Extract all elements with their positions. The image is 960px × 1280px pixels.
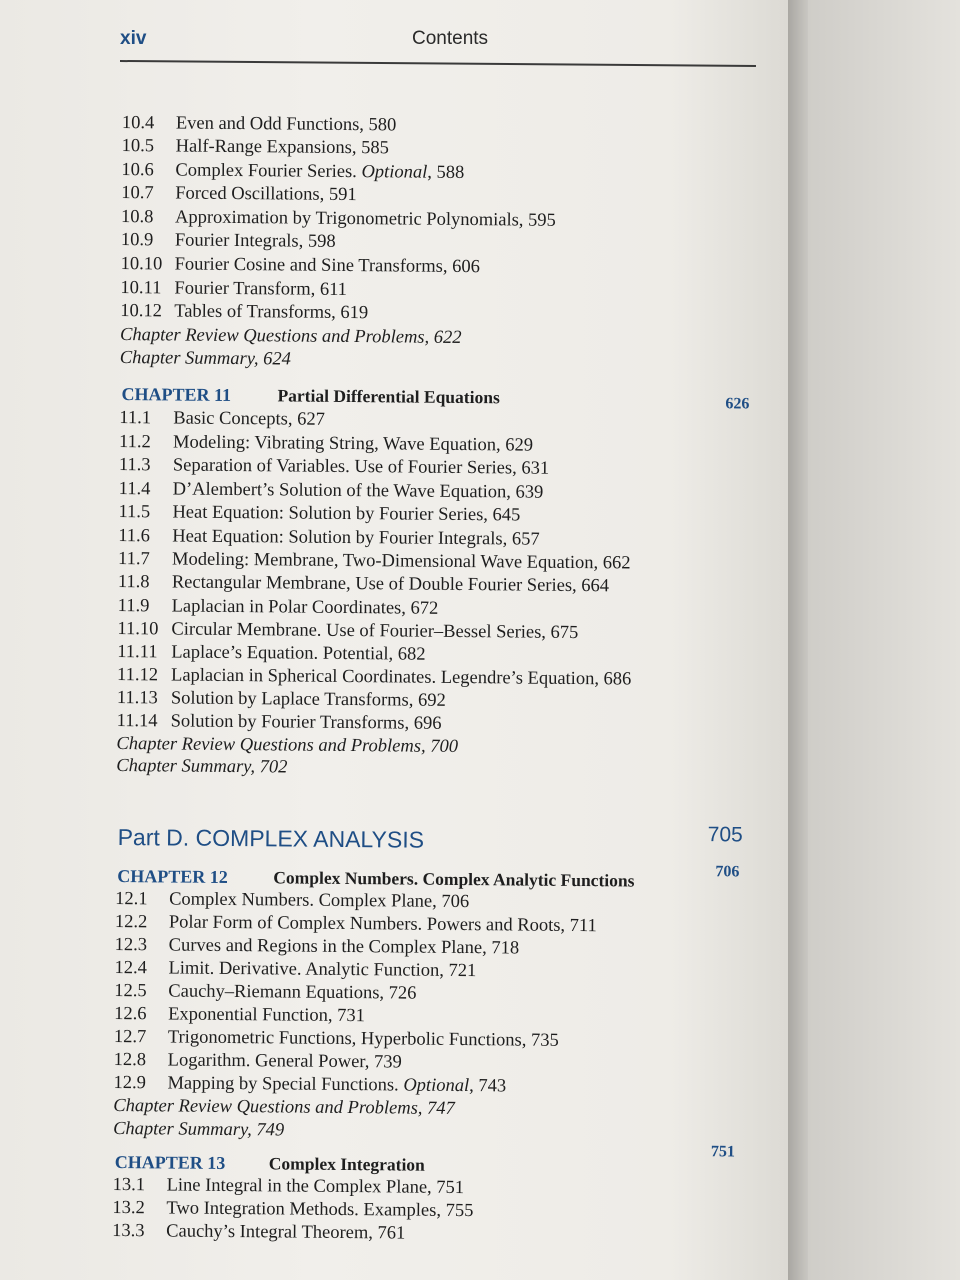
toc-entry: 11.5 Heat Equation: Solution by Fourier Series, 645: [118, 502, 521, 526]
book-gutter: [788, 0, 808, 1280]
toc-entry: 11.10 Circular Membrane. Use of Fourier–Bessel Series, 675: [117, 618, 579, 644]
toc-entry: 10.9 Fourier Integrals, 598: [120, 230, 336, 252]
toc-entry: 13.2 Two Integration Methods. Examples, 755: [112, 1197, 474, 1222]
facing-page: [808, 0, 960, 1280]
toc-entry: 11.8 Rectangular Membrane, Use of Double Fourier Series, 664: [117, 571, 610, 597]
toc-entry: 11.11 Laplace’s Equation. Potential, 682: [117, 641, 426, 665]
running-head-title: Contents: [412, 28, 489, 49]
part-page-number: 705: [707, 823, 743, 847]
chapter-review-entry: Chapter Review Questions and Problems, 700: [116, 733, 459, 757]
chapter-review-entry: Chapter Review Questions and Problems, 622: [119, 325, 462, 348]
toc-entry: 10.5 Half-Range Expansions, 585: [121, 136, 389, 159]
chapter-summary-entry: Chapter Summary, 749: [113, 1118, 285, 1141]
page-number: xiv: [120, 28, 147, 49]
toc-entry: 11.2 Modeling: Vibrating String, Wave Equation, 629: [119, 432, 534, 456]
toc-entry: 12.5 Cauchy–Riemann Equations, 726: [114, 980, 417, 1004]
part-heading: Part D. COMPLEX ANALYSIS: [117, 824, 425, 853]
toc-entry: 10.11 Fourier Transform, 611: [120, 278, 348, 300]
chapter-heading: CHAPTER 13 Complex Integration: [114, 1151, 425, 1175]
chapter-summary-entry: Chapter Summary, 624: [119, 348, 292, 370]
toc-entry: 10.10 Fourier Cosine and Sine Transforms, 606: [120, 254, 480, 278]
toc-entry: 11.1 Basic Concepts, 627: [119, 408, 325, 430]
toc-entry: 10.12 Tables of Transforms, 619: [120, 301, 369, 324]
toc-entry: 12.9 Mapping by Special Functions. Optional, 743: [113, 1072, 507, 1097]
toc-entry: 12.4 Limit. Derivative. Analytic Function, 721: [114, 957, 477, 982]
toc-entry: 13.1 Line Integral in the Complex Plane, 751: [112, 1174, 465, 1199]
toc-entry: 13.3 Cauchy’s Integral Theorem, 761: [112, 1220, 406, 1244]
chapter-summary-entry: Chapter Summary, 702: [116, 755, 288, 778]
toc-entry: 11.12 Laplacian in Spherical Coordinates. Legendre’s Equation, 686: [116, 664, 632, 690]
toc-entry: 11.13 Solution by Laplace Transforms, 692: [116, 687, 446, 711]
toc-entry: 11.6 Heat Equation: Solution by Fourier Integrals, 657: [118, 526, 540, 550]
toc-entry: 11.3 Separation of Variables. Use of Fourier Series, 631: [118, 455, 550, 479]
toc-entry: 11.7 Modeling: Membrane, Two-Dimensional Wave Equation, 662: [117, 549, 631, 574]
toc-entry: 10.6 Complex Fourier Series. Optional, 588: [121, 160, 465, 184]
chapter-page-number: 626: [725, 395, 750, 413]
toc-entry: 12.7 Trigonometric Functions, Hyperbolic Functions, 735: [113, 1026, 559, 1051]
toc-entry: 11.9 Laplacian in Polar Coordinates, 672: [117, 595, 439, 619]
toc-entry: 12.1 Complex Numbers. Complex Plane, 706: [115, 888, 470, 913]
toc-entry: 10.8 Approximation by Trigonometric Polynomials, 595: [120, 207, 556, 231]
toc-entry: 12.8 Logarithm. General Power, 739: [113, 1049, 402, 1073]
chapter-heading: CHAPTER 11 Partial Differential Equations: [121, 384, 500, 408]
chapter-page-number: 706: [715, 863, 740, 881]
chapter-page-number: 751: [710, 1143, 736, 1161]
toc-entry: 12.6 Exponential Function, 731: [114, 1003, 366, 1027]
toc-entry: 10.4 Even and Odd Functions, 580: [121, 113, 397, 136]
chapter-heading: CHAPTER 12 Complex Numbers. Complex Analytic Functions: [117, 866, 635, 891]
chapter-review-entry: Chapter Review Questions and Problems, 747: [113, 1095, 455, 1119]
toc-entry: 11.14 Solution by Fourier Transforms, 696: [116, 710, 442, 734]
toc-entry: 10.7 Forced Oscillations, 591: [121, 183, 357, 206]
toc-entry: 11.4 D’Alembert’s Solution of the Wave Equation, 639: [118, 479, 544, 503]
toc-entry: 12.3 Curves and Regions in the Complex Plane, 718: [114, 934, 520, 959]
toc-entry: 12.2 Polar Form of Complex Numbers. Powers and Roots, 711: [114, 911, 597, 937]
